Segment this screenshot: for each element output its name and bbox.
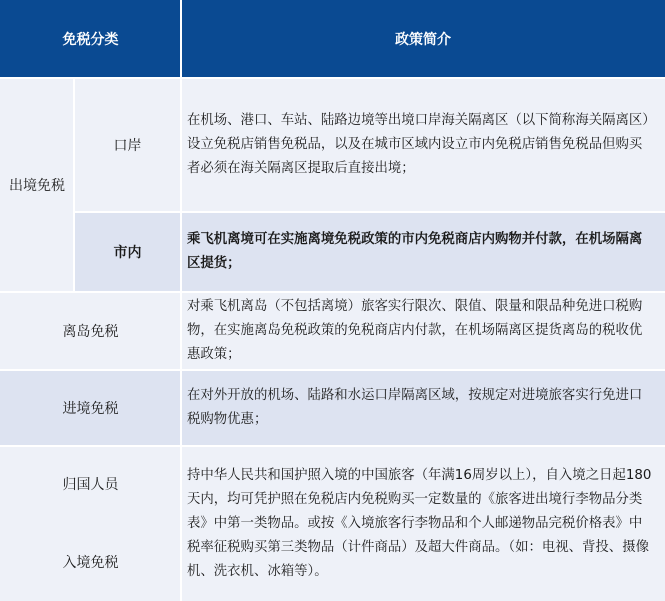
subcategory-port: 口岸 [74,78,181,212]
category-returnees: 归国人员 [62,477,119,493]
divider [0,445,665,447]
category-returnees-cell [0,446,181,601]
divider [0,369,665,371]
subcategory-city: 市内 [74,212,181,292]
divider [180,0,182,601]
policy-port: 在机场、港口、车站、陆路边境等出境口岸海关隔离区（以下简称海关隔离区）设立免税店销售免税品，以及在城市区域内设立市内免税店销售免税品但购买者必须在海关隔离区提取后直接出境； [181,78,665,212]
policy-entry: 在对外开放的机场、陆路和水运口岸隔离区域，按规定对进境旅客实行免进口税购物优惠； [181,370,665,446]
divider [73,78,75,292]
divider [0,77,665,79]
category-island: 离岛免税 [0,292,181,370]
policy-returnees: 持中华人民共和国护照入境的中国旅客（年满16周岁以上），自入境之日起180天内，均可凭护照在免税店内免税购买一定数量的《旅客进出境行李物品分类表》中第一类物品。或按《入境旅客行李物品和个人邮递物品完税价格表》中税率征税购买第三类物品（计件商品）及超大件商品。（如：电视、背投、摄像机、洗衣机、冰箱等）。 [181,446,665,601]
divider [0,291,665,293]
category-entry: 进境免税 [0,370,181,446]
policy-city: 乘飞机离境可在实施离境免税政策的市内免税商店内购物并付款，在机场隔离区提货； [181,212,665,292]
header-category: 免税分类 [0,0,181,78]
policy-island: 对乘飞机离岛（不包括离境）旅客实行限次、限值、限量和限品种免进口税购物，在实施离岛免税政策的免税商店内付款，在机场隔离区提货离岛的税收优惠政策； [181,292,665,370]
header-policy: 政策简介 [181,0,665,78]
divider [74,211,665,213]
category-inbound: 入境免税 [62,555,119,571]
category-outbound: 出境免税 [0,78,74,292]
